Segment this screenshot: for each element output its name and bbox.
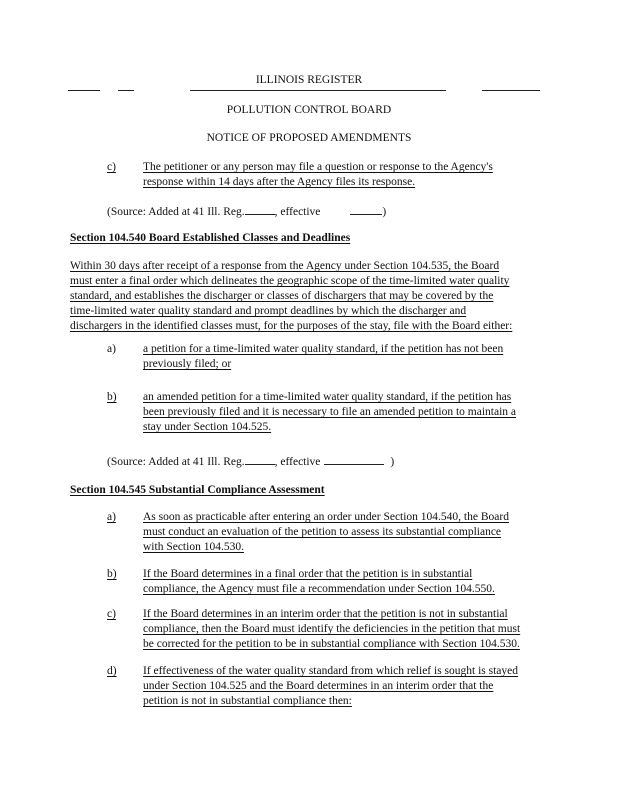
section-540-intro-line: time-limited water quality standard and prompt deadlines by which the discharger and	[70, 305, 467, 317]
source-suffix: )	[382, 206, 387, 218]
item-line: petition is not in substantial compliance then:	[143, 695, 352, 707]
source-suffix: )	[390, 456, 395, 468]
item-line: a petition for a time-limited water quality standard, if the petition has not been	[143, 343, 504, 355]
item-label: a)	[107, 511, 116, 523]
blank-line	[245, 203, 275, 215]
section-540-heading: Section 104.540 Board Established Classes and Deadlines	[70, 232, 351, 244]
item-line: compliance, the Agency must file a recommendation under Section 104.550.	[143, 583, 495, 595]
header-rule-left-1	[68, 90, 100, 91]
item-line: previously filed; or	[143, 358, 232, 370]
register-title: ILLINOIS REGISTER	[255, 74, 363, 86]
source-middle: , effective	[274, 206, 321, 218]
blank-line	[245, 453, 275, 465]
section-540-intro-line: standard, and establishes the discharger or classes of dischargers that may be covered by the	[70, 290, 494, 302]
header-rule-right	[482, 90, 540, 91]
item-label: b)	[107, 568, 117, 580]
item-label: b)	[107, 391, 117, 403]
item-line: stay under Section 104.525.	[143, 421, 272, 433]
agency-title: POLLUTION CONTROL BOARD	[226, 104, 392, 116]
source-prefix: (Source: Added at 41 Ill. Reg.	[107, 456, 245, 468]
source-middle: , effective	[274, 456, 321, 468]
item-line: compliance, then the Board must identify the deficiencies in the petition that must	[143, 623, 521, 635]
item-line: The petitioner or any person may file a question or response to the Agency's	[143, 161, 493, 173]
notice-title: NOTICE OF PROPOSED AMENDMENTS	[206, 132, 412, 144]
source-citation	[107, 203, 386, 219]
section-540-intro-line: must enter a final order which delineates the geographic scope of the time-limited water quality	[70, 275, 510, 287]
blank-line	[324, 453, 384, 465]
header-rule-left-2	[118, 90, 134, 91]
source-prefix: (Source: Added at 41 Ill. Reg.	[107, 206, 245, 218]
item-line: an amended petition for a time-limited water quality standard, if the petition has	[143, 391, 512, 403]
item-line: under Section 104.525 and the Board determines in an interim order that the	[143, 680, 494, 692]
section-540-intro-line: dischargers in the identified classes must, for the purposes of the stay, file with the Board either:	[70, 320, 513, 332]
blank-line	[350, 203, 382, 215]
item-line: with Section 104.530.	[143, 541, 244, 553]
item-line: If effectiveness of the water quality standard from which relief is sought is stayed	[143, 665, 519, 677]
item-line: If the Board determines in a final order that the petition is in substantial	[143, 568, 473, 580]
item-line: been previously filed and it is necessary to file an amended petition to maintain a	[143, 406, 516, 418]
item-line: As soon as practicable after entering an order under Section 104.540, the Board	[143, 511, 509, 523]
item-label: c)	[107, 161, 116, 173]
item-line: If the Board determines in an interim order that the petition is not in substantial	[143, 608, 508, 620]
item-line: be corrected for the petition to be in substantial compliance with Section 104.530.	[143, 638, 520, 650]
section-545-heading: Section 104.545 Substantial Compliance Assessment	[70, 484, 325, 496]
item-label: a)	[107, 343, 116, 355]
source-citation	[107, 453, 394, 469]
item-label: c)	[107, 608, 116, 620]
header-rule-main	[190, 90, 446, 91]
item-line: must conduct an evaluation of the petition to assess its substantial compliance	[143, 526, 502, 538]
section-540-intro-line: Within 30 days after receipt of a response from the Agency under Section 104.535, the Board	[70, 260, 500, 272]
item-line: response within 14 days after the Agency files its response.	[143, 176, 416, 188]
item-label: d)	[107, 665, 117, 677]
